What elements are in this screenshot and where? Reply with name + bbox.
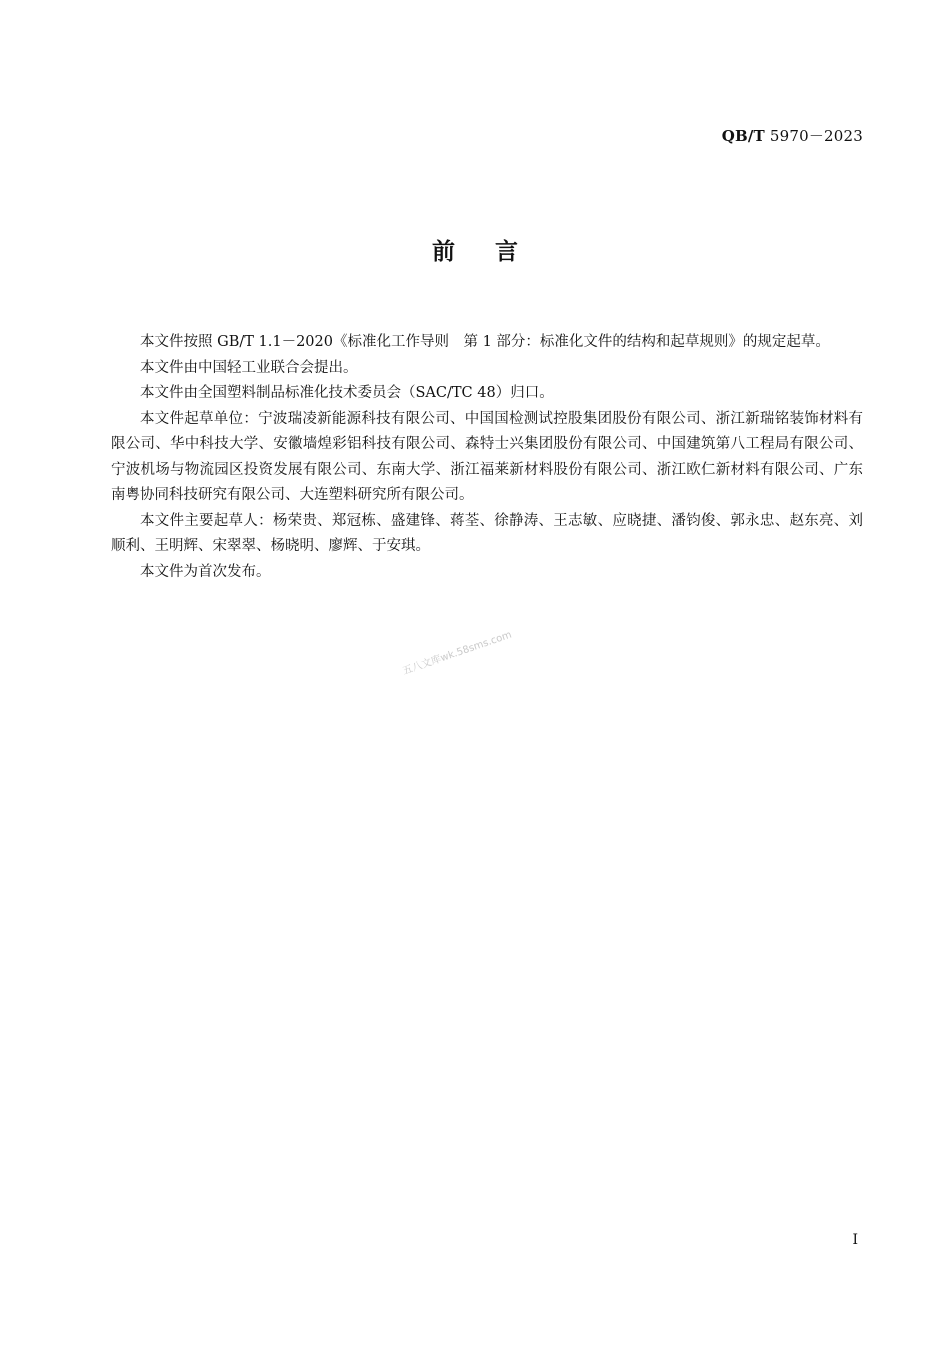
page-number: I <box>852 1232 858 1248</box>
standard-code <box>722 125 863 146</box>
paragraph-drafting-units: 本文件起草单位：宁波瑞凌新能源科技有限公司、中国国检测试控股集团股份有限公司、浙江新瑞铭装饰材料有限公司、华中科技大学、安徽墙煌彩铝科技有限公司、森特士兴集团股份有限公司、中国建筑第八工程局有限公司、宁波机场与物流园区投资发展有限公司、东南大学、浙江福莱新材料股份有限公司、浙江欧仁新材料有限公司、广东南粤协同科技研究有限公司、大连塑料研究所有限公司。 <box>111 410 863 503</box>
standard-code-prefix: QB/T <box>721 127 765 145</box>
paragraph-first-release: 本文件为首次发布。 <box>140 563 271 580</box>
paragraph-proposed-by: 本文件由中国轻工业联合会提出。 <box>140 359 358 376</box>
watermark: 五八文库wk.58sms.com <box>401 629 514 678</box>
paragraph-drafting-basis: 本文件按照 GB/T 1.1－2020《标准化工作导则 第 1 部分：标准化文件的结构和起草规则》的规定起草。 <box>140 334 830 350</box>
standard-code-number: 5970－2023 <box>764 127 863 145</box>
paragraph-drafters: 本文件主要起草人：杨荣贵、郑冠栋、盛建锋、蒋荃、徐静涛、王志敏、应晓捷、潘钧俊、郭永忠、赵东亮、刘顺利、王明辉、宋翠翠、杨晓明、廖辉、于安琪。 <box>111 512 863 554</box>
paragraph-centralized-by: 本文件由全国塑料制品标准化技术委员会（SAC/TC 48）归口。 <box>140 385 554 401</box>
page-title: 前言 <box>432 239 558 265</box>
foreword-body <box>111 330 863 585</box>
